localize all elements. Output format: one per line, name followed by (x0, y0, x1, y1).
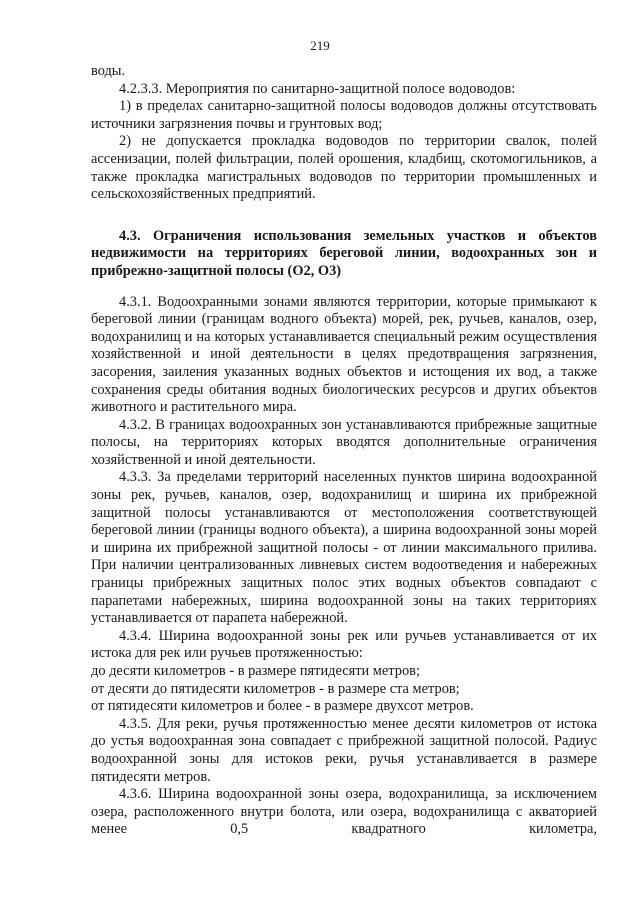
paragraph-4-3-5: 4.3.5. Для реки, ручья протяженностью менее десяти километров от истока до устья водоохранная зона совпадает с прибрежной защитной полосой. Радиус водоохранной зоны для истоков реки, ручья устанавливается в размере пятидесяти метров. (91, 715, 597, 785)
paragraph-4-3-6: 4.3.6. Ширина водоохранной зоны озера, водохранилища, за исключением озера, расположенного внутри болота, или озера, водохранилища с акваторией менее 0,5 квадратного километра, (91, 786, 597, 838)
document-body (91, 63, 597, 839)
paragraph-4-3-4: 4.3.4. Ширина водоохранной зоны рек или ручьев устанавливается от их истока для рек или ручьев протяженностью: (91, 627, 597, 662)
paragraph-item-2: 2) не допускается прокладка водоводов по территории свалок, полей ассенизации, полей фильтрации, полей орошения, кладбищ, скотомогильников, а также прокладка магистральных водоводов по территории промышленных и сельскохозяйственных предприятий. (91, 133, 597, 203)
paragraph-4-3-2: 4.3.2. В границах водоохранных зон устанавливаются прибрежные защитные полосы, на территориях которых вводятся дополнительные ограничения хозяйственной и иной деятельности. (91, 416, 597, 468)
page-number: 219 (310, 38, 330, 53)
paragraph-item-1: 1) в пределах санитарно-защитной полосы водоводов должны отсутствовать источники загрязнения почвы и грунтовых вод; (91, 98, 597, 132)
paragraph-4-2-3-3: 4.2.3.3. Мероприятия по санитарно-защитной полосе водоводов: (119, 80, 516, 97)
section-heading-4-3: 4.3. Ограничения использования земельных участков и объектов недвижимости на территориях береговой линии, водоохранных зон и прибрежно-защитной полосы (О2, О3) (91, 227, 597, 279)
paragraph-4-3-3: 4.3.3. За пределами территорий населенных пунктов ширина водоохранной зоны рек, ручьев, каналов, озер, водохранилищ и ширина их прибрежной защитной полосы устанавливаются от местоположения соответствующей береговой линии (границы водного объекта), а ширина водоохранной зоны морей и ширина их прибрежной защитной полосы - от линии максимального прилива. При наличии централизованных ливневых систем водоотведения и набережных границы прибрежных защитных полос этих водных объектов совпадают с парапетами набережных, ширина водоохранной зоны на таких территориях устанавливается от парапета набережной. (91, 469, 597, 627)
paragraph-4-3-1: 4.3.1. Водоохранными зонами являются территории, которые примыкают к береговой линии (границам водного объекта) морей, рек, ручьев, каналов, озер, водохранилищ и на которых устанавливается специальный режим осуществления хозяйственной и иной деятельности в целях предотвращения загрязнения, засорения, заиления указанных водных объектов и истощения их вод, а также сохранения среды обитания водных биологических ресурсов и других объектов животного и растительного мира. (91, 293, 597, 416)
list-item: от десяти до пятидесяти километров - в размере ста метров; (91, 680, 460, 697)
paragraph-continuation: воды. (91, 63, 126, 79)
list-item: от пятидесяти километров и более - в размере двухсот метров. (91, 698, 474, 715)
list-item: до десяти километров - в размере пятидесяти метров; (91, 663, 420, 679)
